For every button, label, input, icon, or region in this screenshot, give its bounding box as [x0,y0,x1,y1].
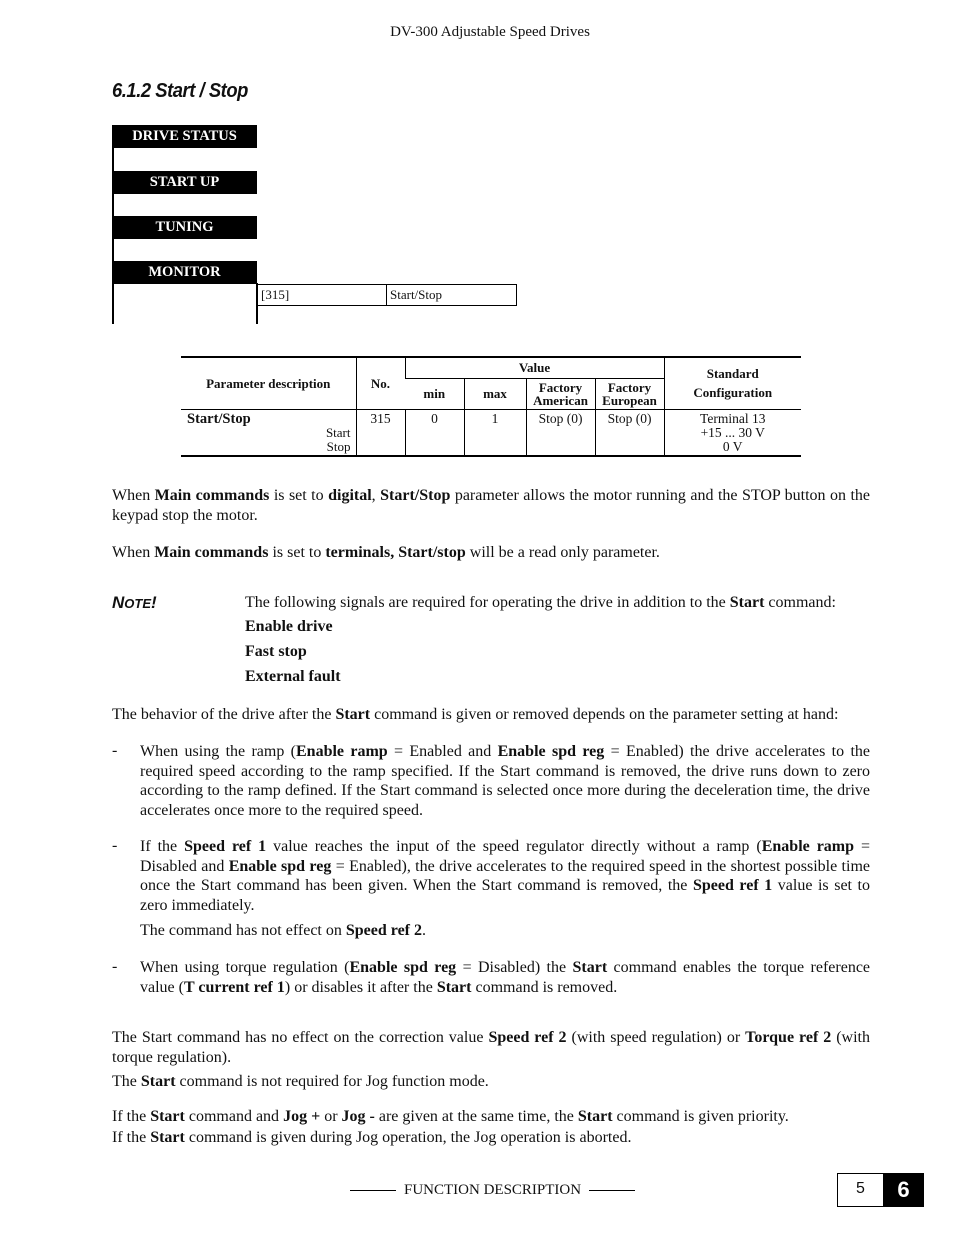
th-factory-american [526,378,595,409]
bullet-dash-1: - [112,742,118,759]
cell-desc [181,409,356,456]
param-name: Start/Stop [390,287,443,302]
bullet-3: When using torque regulation (Enable spd reg = Disabled) the Start command enables the torque reference value (T current ref 1) or disables it after the Start command is removed. [140,959,871,996]
bullet-2: If the Speed ref 1 value reaches the input of the speed regulator directly without a ramp (Enable ramp = Disabled and Enable spd reg = Enabled), the drive accelerates to the required speed in the shortest possible time once the Start command has been given. When the Start command is removed, the Speed ref 1 value is set to zero immediately. [140,838,870,914]
bullet-2-note: The command has not effect on Speed ref 2. [140,922,426,939]
note-signal-external-fault: External fault [245,668,341,685]
std-line-1: Terminal 13 [700,410,766,426]
row-name: Start/Stop [187,410,251,427]
page-footer [342,1182,643,1199]
th-desc: Parameter description [206,375,331,391]
row-opt-start: Start [325,424,351,440]
section-title: 6.1.2 Start / Stop [112,80,248,102]
paragraph-1: When Main commands is set to digital, Start/Stop parameter allows the motor running and the STOP button on the keypad stop the motor. [112,487,871,524]
th-no: No. [356,357,405,409]
th-fam-1: Factory [538,379,583,395]
cell-no: 315 [356,409,405,456]
note-signal-enable-drive: Enable drive [245,618,333,635]
cell-factory-american: Stop (0) [526,409,595,456]
table-row [181,409,801,456]
page-number: 5 [837,1173,884,1207]
th-fam-2: American [533,392,588,408]
menu-drive-status: DRIVE STATUS [112,125,257,148]
cell-factory-european: Stop (0) [595,409,664,456]
menu-start-up: START UP [112,171,257,194]
footer-rule-left [350,1190,396,1191]
bullet-1: When using the ramp (Enable ramp = Enabled and Enable spd reg = Enabled) the drive accelerates to the required speed according to the ramp specified. If the Start command is removed, the drive runs down to zero according to the ramp defined. If the Start command is selected once more during the deceleration time, the drive accelerates once more to the required speed. [140,743,870,819]
paragraph-2: When Main commands is set to terminals, Start/stop will be a read only parameter. [112,544,660,561]
th-max: max [464,378,526,409]
footer-text: FUNCTION DESCRIPTION [404,1182,582,1198]
paragraph-6: If the Start command and Jog + or Jog - are given at the same time, the Start command is given priority. [112,1108,789,1125]
cell-max: 1 [464,409,526,456]
menu-monitor: MONITOR [112,261,257,284]
paragraph-3: The behavior of the drive after the Start command is given or removed depends on the parameter setting at hand: [112,706,839,723]
paragraph-4: The Start command has no effect on the correction value Speed ref 2 (with speed regulation) or Torque ref 2 (with torque regulation). [112,1029,870,1066]
th-min: min [405,378,464,409]
menu-tuning: TUNING [112,216,257,239]
std-line-2: +15 ... 30 V [700,424,765,440]
th-factory-european [595,378,664,409]
paragraph-7: If the Start command is given during Jog operation, the Jog operation is aborted. [112,1129,632,1146]
menu-param-box [257,284,517,306]
th-std-1: Standard [706,366,759,382]
parameter-table [181,356,801,457]
chapter-number: 6 [883,1173,924,1207]
cell-min: 0 [405,409,464,456]
note-signal-fast-stop: Fast stop [245,643,307,660]
footer-rule-right [589,1190,635,1191]
th-feu-2: European [602,392,657,408]
bullet-dash-2: - [112,837,118,854]
paragraph-5: The Start command is not required for Jog function mode. [112,1073,489,1090]
bullet-dash-3: - [112,958,118,975]
cell-std [664,409,801,456]
param-index: [315] [258,285,387,305]
note-text: The following signals are required for operating the drive in addition to the Start command: [245,594,836,611]
std-line-3: 0 V [722,438,743,454]
th-std [664,357,801,409]
th-feu-1: Factory [607,379,652,395]
th-std-2: Configuration [693,385,773,401]
note-label: NOTE! [112,593,157,612]
th-value: Value [405,357,664,378]
row-opt-stop: Stop [326,438,351,454]
page-header: DV-300 Adjustable Speed Drives [390,24,590,40]
